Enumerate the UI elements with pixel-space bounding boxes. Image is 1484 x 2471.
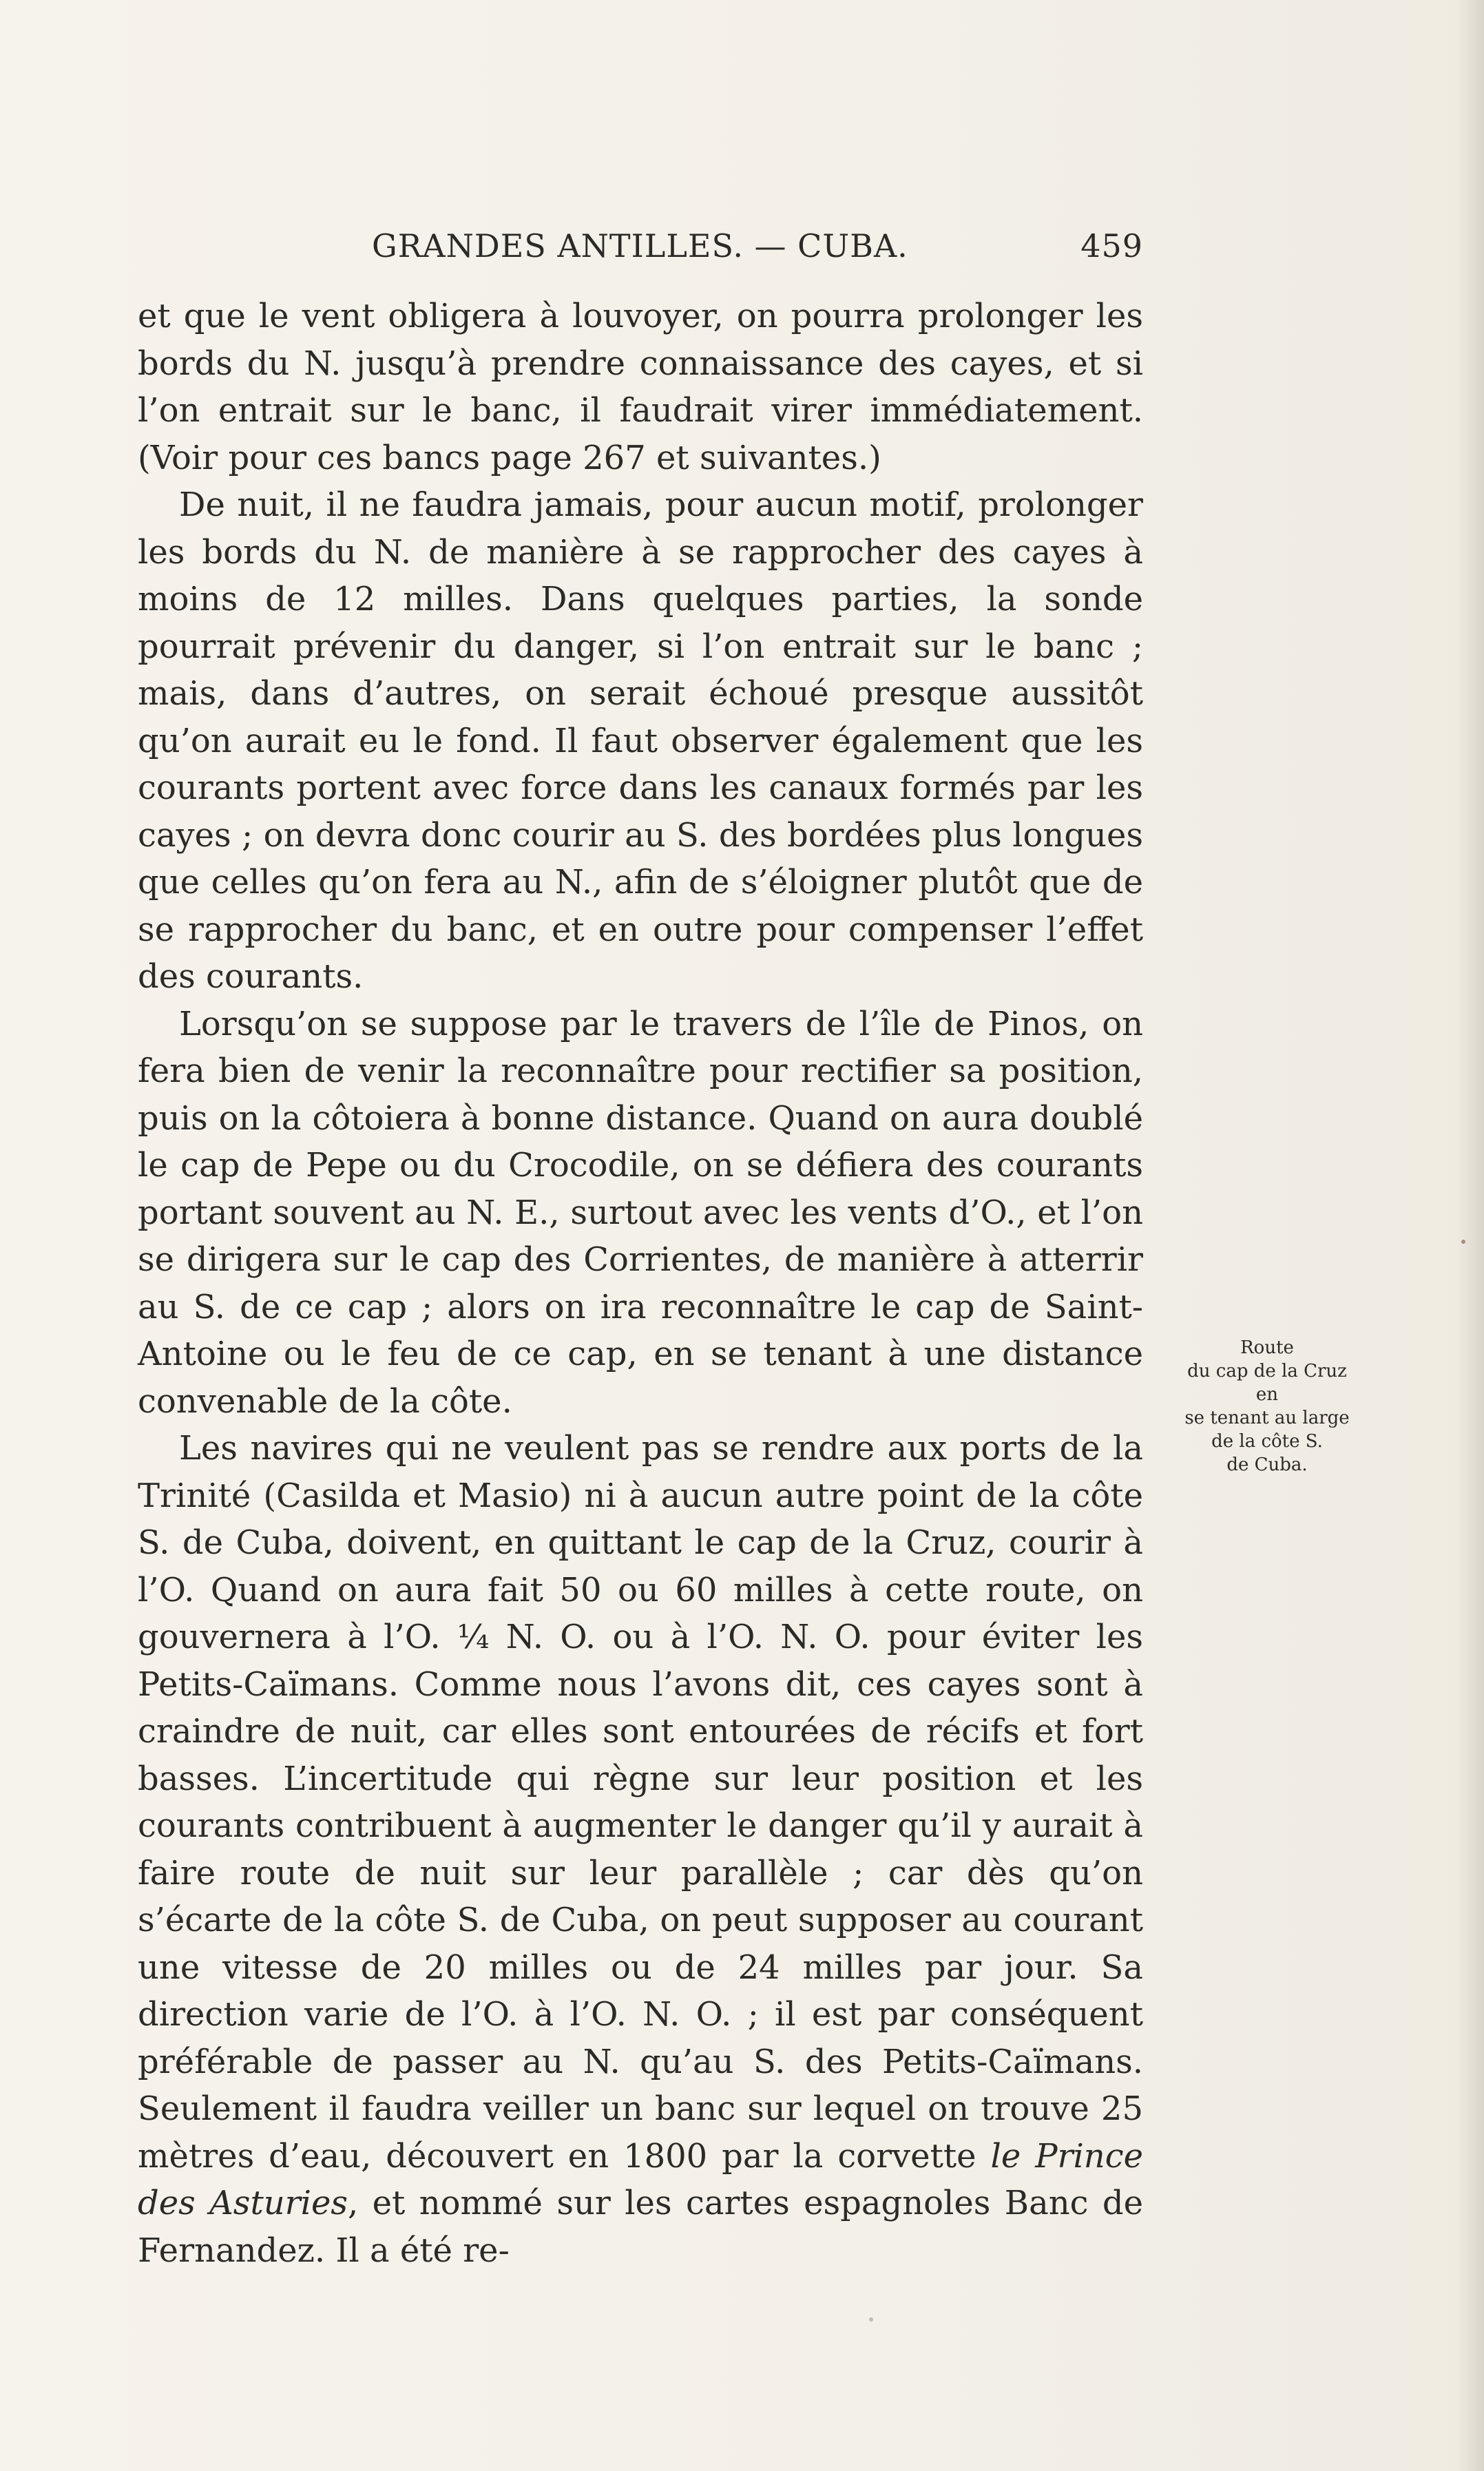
margin-note-line: Route: [1240, 1337, 1294, 1358]
margin-note-line: se tenant au large: [1184, 1408, 1350, 1428]
margin-note-line: de Cuba.: [1226, 1455, 1308, 1475]
paragraph-4-ending: , et nommé sur les cartes espagnoles Banc de Fernandez. Il a été re-: [138, 2184, 1143, 2270]
paragraph-4-text: Les navires qui ne veulent pas se rendre aux ports de la Trinité (Casilda et Masio) ni à aucun autre point de la côte S. de Cuba, doivent, en quittant le cap de la Cruz, courir à l’O. Quand on aura fait 50 ou 60 milles à cette route, on gouvernera à l’O. ¼ N. O. ou à l’O. N. O. pour éviter les Petits-Caïmans. Comme nous l’avons dit, ces cayes sont à craindre de nuit, car elles sont entourées de récifs et fort basses. L’incertitude qui règne sur leur position et les courants contribuent à augmenter le danger qu’il y aurait à faire route de nuit sur leur parallèle ; car dès qu’on s’écarte de la côte S. de Cuba, on peut supposer au courant une vitesse de 20 milles ou de 24 milles par jour. Sa direction varie de l’O. à l’O. N. O. ; il est par conséquent préférable de passer au N. qu’au S. des Petits-Caïmans. Seulement il faudra veiller un banc sur lequel on trouve 25 mètres d’eau, découvert en 1800 par la corvette: [138, 1429, 1143, 2176]
running-header: [138, 227, 1143, 275]
ink-speck: [869, 2317, 873, 2322]
margin-note-line: en: [1255, 1384, 1279, 1405]
margin-note-line: de la côte S.: [1211, 1431, 1323, 1452]
margin-note: [1164, 1336, 1370, 1477]
page-number: 459: [1080, 227, 1143, 264]
paragraph-3: Lorsqu’on se suppose par le travers de l’île de Pinos, on fera bien de venir la reconnaître pour rectifier sa position, puis on la côtoiera à bonne distance. Quand on aura doublé le cap de Pepe ou du Crocodile, on se défiera des courants portant souvent au N. E., surtout avec les vents d’O., et l’on se dirigera sur le cap des Corrientes, de manière à atterrir au S. de ce cap ; alors on ira reconnaître le cap de Saint-Antoine ou le feu de ce cap, en se tenant à une distance convenable de la côte.: [138, 1004, 1143, 1421]
paragraph-4: [138, 1425, 1143, 2274]
body-text: [138, 293, 1143, 2274]
paragraph-2: De nuit, il ne faudra jamais, pour aucun motif, prolonger les bords du N. de manière à se rapprocher des cayes à moins de 12 milles. Dans quelques parties, la sonde pourrait prévenir du danger, si l’on entrait sur le banc ; mais, dans d’autres, on serait échoué presque aussitôt qu’on aurait eu le fond. Il faut observer également que les courants portent avec force dans les canaux formés par les cayes ; on devra donc courir au S. des bordées plus longues que celles qu’on fera au N., afin de s’éloigner plutôt que de se rapprocher du banc, et en outre pour compenser l’effet des courants.: [138, 486, 1143, 996]
page-edge-shadow: [1456, 0, 1484, 2471]
running-title: GRANDES ANTILLES. — CUBA.: [372, 227, 908, 264]
margin-note-line: du cap de la Cruz: [1187, 1361, 1347, 1382]
ship-name: le Prince des Asturies: [138, 2136, 1143, 2222]
ink-speck: [1461, 1240, 1465, 1244]
paragraph-1: et que le vent obligera à louvoyer, on pourra prolonger les bords du N. jusqu’à prendre connaissance des cayes, et si l’on entrait sur le banc, il faudrait virer immédiatement. (Voir pour ces bancs page 267 et suivantes.): [138, 297, 1143, 477]
